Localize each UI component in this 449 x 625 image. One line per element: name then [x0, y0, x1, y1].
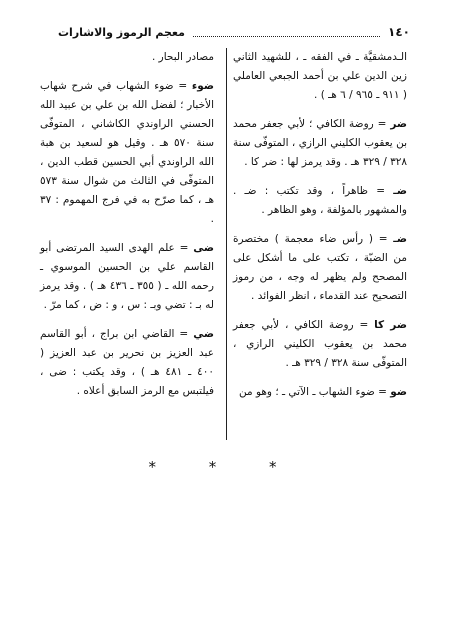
entry	[40, 48, 214, 67]
entry-text: = روضة الكافي ؛ لأبي جعفر محمد بن يعقوب الكليني الرازي ، المتوفّى سنة ٣٢٨ / ٣٢٩ هـ . وقد يرمز لها : ضر كا .	[233, 118, 407, 168]
page-header	[58, 24, 410, 40]
entry	[233, 115, 407, 172]
entry	[233, 383, 407, 402]
entry-text: = ضوء الشهاب في شرح شهاب الأخبار ؛ لفضل الله بن علي بن عبيد الله الحسني الراوندي الكاشاني ، المتوفّى سنة ٥٧٠ هـ . وقيل هو لسعيد بن هبة الله الراوندي أبي الحسين قطب الدين ، المتوفّى في الثالث من شوال سنة ٥٧٣ هـ ، كما صرّح به في فرج المهموم : ٣٧ .	[40, 80, 214, 225]
entry-lead: ضو	[390, 386, 407, 398]
entry	[233, 230, 407, 306]
entry-text: = ظاهراً ، وقد تكتب : ضـ . والمشهور بالمؤلفة ، وهو الظاهر .	[233, 185, 407, 216]
entry-text: = روضة الكافي ، لأبي جعفر محمد بن يعقوب الكليني الرازي ، المتوفّى سنة ٣٢٨ / ٣٢٩ هـ .	[233, 319, 407, 369]
right-column	[233, 48, 407, 402]
entry-text: الـدمشقيَّة ـ في الفقه ـ ، للشهيد الثاني زين الدين علي بن أحمد الجبعي العاملي ( ٩١١ ـ ٩٦٥ / ٦ هـ ) .	[233, 51, 407, 101]
entry	[40, 239, 214, 315]
column-divider	[226, 48, 227, 440]
entry-lead: ضـ	[393, 233, 408, 245]
entry-lead: ضوء	[191, 80, 214, 92]
leader-dots	[193, 28, 380, 37]
entry-text: مصادر البحار .	[151, 51, 214, 63]
entry	[233, 182, 407, 220]
running-title: معجم الرموز والاشارات	[58, 25, 185, 39]
page-number: ١٤٠	[388, 25, 410, 39]
section-ornament: * * *	[148, 458, 301, 476]
entry-text: = علم الهدى السيد المرتضى أبو القاسم علي بن الحسين الموسوي ـ رحمه الله ـ ( ٣٥٥ ـ ٤٣٦ هـ ) . وقد يرمز له بـ : تضي وبـ : س ، و : ض ، كما مرّ .	[40, 242, 214, 311]
entry	[40, 325, 214, 401]
entry-text: = القاضي ابن براج ، أبو القاسم عبد العزيز بن نحرير بن عبد العزيز ( ٤٠٠ ـ ٤٨١ هـ ) ، وقد يكتب : ضى ، فيلتبس مع الرمز السابق أعلاه .	[40, 328, 214, 397]
entry-lead: ضـ	[393, 185, 407, 197]
entry-text: = ضوء الشهاب ـ الآتي ـ ؛ وهو من	[239, 386, 387, 398]
entry	[233, 48, 407, 105]
left-column	[40, 48, 214, 401]
entry-lead: ضر كا	[374, 319, 407, 331]
entry-lead: ضى	[193, 242, 215, 254]
entry-lead: ضر	[390, 118, 407, 130]
entry-text: = ( رأس ضاء معجمة ) مختصرة من الضبّة ، تكتب على ما أشكل على المصحح ولم يظهر له وجه ، من رموز التصحيح عند القدماء ، انظر الفوائد .	[233, 233, 407, 302]
entry-lead: ضي	[193, 328, 214, 340]
entry	[233, 316, 407, 373]
entry	[40, 77, 214, 229]
